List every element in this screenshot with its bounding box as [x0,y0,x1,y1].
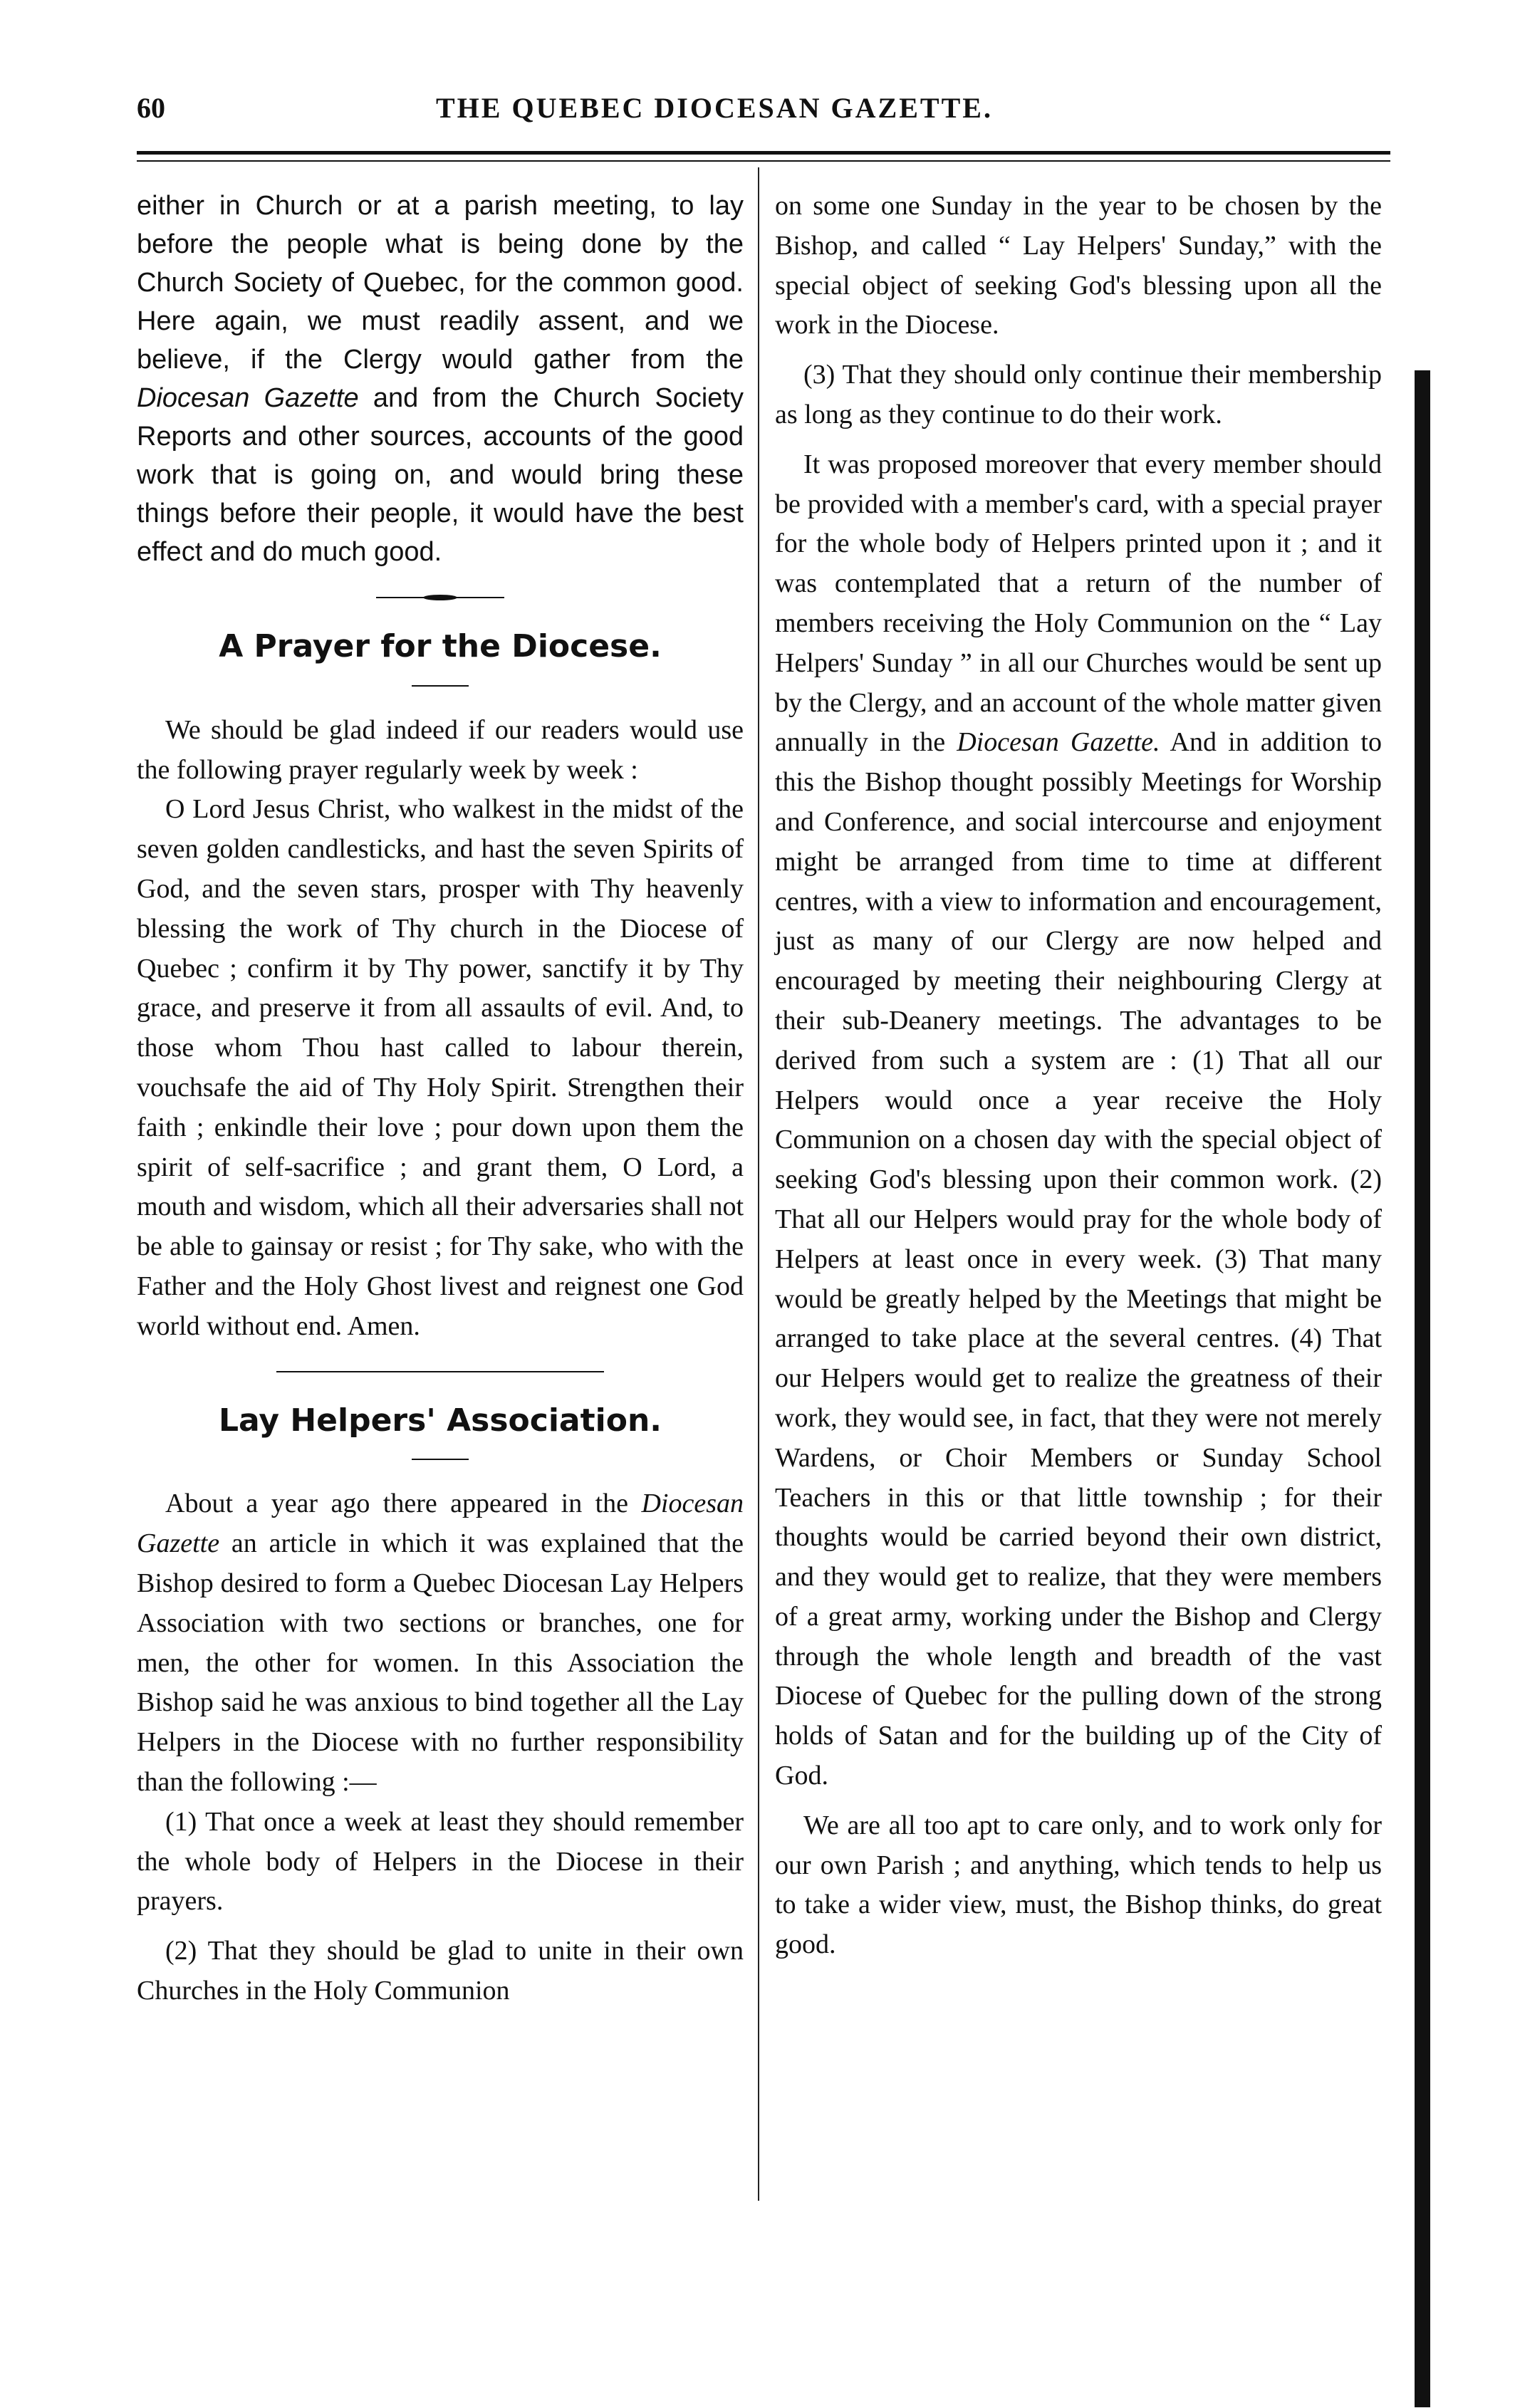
scan-edge-shadow [1415,370,1430,2407]
prayer-text: O Lord Jesus Christ, who walkest in the midst of the seven golden candlesticks, and hast the seven Spirits of God, and the seven stars, prosper with Thy heavenly blessing the work of Thy church in the Diocese of Quebec ; confirm it by Thy power, sanctify it by Thy grace, and preserve it from all assaults of evil. And, to those whom Thou hast called to labour therein, vouchsafe the aid of Thy Holy Spirit. Strengthen their faith ; enkindle their love ; pour down upon them the spirit of self-sacrifice ; and grant them, O Lord, a mouth and wisdom, which all their adversaries shall not be able to gainsay or resist ; for Thy sake, who with the Father and the Holy Ghost livest and reignest one God world without end. Amen. [137,794,744,1341]
heading-rule [412,1459,469,1460]
continued-italic: Diocesan Gazette [137,383,359,413]
continued-paragraph [137,187,744,571]
heading-rule [412,685,469,687]
prayer-heading: A Prayer for the Diocese. [219,628,662,664]
prayer-intro: We should be glad indeed if our readers would use the following prayer regularly week by week : [137,714,744,785]
lay-helpers-text-1: About a year ago there appeared in the [165,1489,642,1519]
lay-helpers-italic: Diocesan Gazette [137,1489,744,1559]
ornamental-divider [376,593,504,603]
members-card-text-2: And in addition to this the Bishop thought possibly Meetings for Worship and Conference, and social intercourse and enjoyment might be arranged from time to time at different centres, with a view to information and encouragement, just as many of our Clergy are now helped and encouraged by meeting their neighbouring Clergy at their sub-Deanery meetings. The advantages to be derived from such a system are : (1) That all our Helpers would once a year receive the Holy Communion on a chosen day with the special object of seeking God's blessing upon their common work. (2) That all our Helpers would pray for the whole body of Helpers at least once in every week. (3) That many would be greatly helped by the Meetings that might be arranged to take place at the several centres. (4) That our Helpers would get to realize the greatness of their work, they would see, in fact, that they were not merely Wardens, or Choir Members or Sunday School Teachers in this or that little township ; for their thoughts would be carried beyond their own district, and they would get to realize, that they were members of a great army, working under the Bishop and Clergy through the whole length and breadth of the vast Diocese of Quebec for the pulling down of the strong holds of Satan and for the building up of the City of God. [775,727,1382,1791]
page-number: 60 [137,92,165,124]
list-item-3: (3) That they should only continue their membership as long as they continue to do their work. [775,360,1382,429]
list-item-2: (2) That they should be glad to unite in their own Churches in the Holy Communion [137,1936,744,2006]
members-card-italic: Diocesan Gazette. [957,727,1160,758]
section-divider [276,1371,604,1372]
closing-paragraph: We are all too apt to care only, and to work only for our own Parish ; and anything, which tends to help us to take a wider view, must, the Bishop thinks, do great good. [775,1810,1382,1960]
lay-helpers-paragraph [137,1484,744,1802]
left-column [137,187,744,2011]
right-column [775,187,1382,1965]
header-rule-thick [137,151,1390,155]
members-card-text-1: It was proposed moreover that every member should be provided with a member's card, with a special prayer for the whole body of Helpers printed upon it ; and it was contemplated that a return of the number of members receiving the Holy Communion on the “ Lay Helpers' Sunday ” in all our Churches would be sent up by the Clergy, and an account of the whole matter given annually in the [775,449,1382,758]
list-item-2-continued: on some one Sunday in the year to be chosen by the Bishop, and called “ Lay Helpers' Sunday,” with the special object of seeking God's blessing upon all the work in the Diocese. [775,191,1382,340]
page-header [137,91,1390,134]
column-divider [758,167,759,2201]
continued-text-2: and from the Church Society Reports and other sources, accounts of the good work that is going on, and would bring these things before their people, it would have the best effect and do much good. [137,383,744,567]
lay-helpers-heading: Lay Helpers' Association. [218,1402,662,1439]
lay-helpers-text-2: an article in which it was explained that the Bishop desired to form a Quebec Diocesan Lay Helpers Association with two sections or branches, one for men, the other for women. In this Association the Bishop said he was anxious to bind together all the Lay Helpers in the Diocese with no further responsibility than the following :— [137,1528,744,1797]
header-rule-thin [137,160,1390,162]
running-title: THE QUEBEC DIOCESAN GAZETTE. [436,92,993,124]
members-card-paragraph [775,445,1382,1796]
continued-text-1: either in Church or at a parish meeting, to lay before the people what is being done by the Church Society of Quebec, for the common good. Here again, we must readily assent, and we believe, if the Clergy would gather from the [137,191,744,375]
list-item-1: (1) That once a week at least they should remember the whole body of Helpers in the Diocese in their prayers. [137,1806,744,1917]
